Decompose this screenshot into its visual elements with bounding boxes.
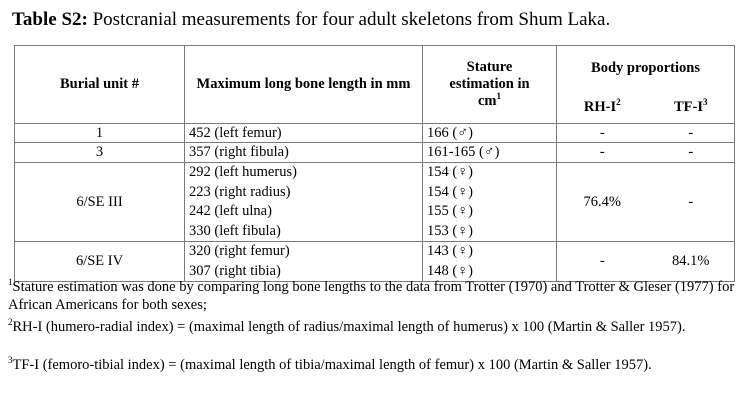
burial-unit-cell: 1 <box>15 124 185 143</box>
header-tf-label: TF-I <box>674 98 703 115</box>
measurements-table <box>14 45 735 282</box>
header-stature-line1: Stature <box>466 59 513 75</box>
footnote-text: TF-I (femoro-tibial index) = (maximal length of tibia/maximal length of femur) x 100 (Martin & Saller 1957). <box>12 357 652 373</box>
table-caption: Postcranial measurements for four adult skeletons from Shum Laka. <box>92 9 611 30</box>
bone-length-line: 307 (right tibia) <box>189 262 281 279</box>
header-body-proportions: Body proportions <box>557 46 735 92</box>
bone-length-cell <box>185 163 423 242</box>
footnote-2 <box>8 319 743 337</box>
stature-line: 143 (♀) <box>427 243 473 259</box>
rh-index-cell: - <box>557 124 648 143</box>
tf-index-cell: 84.1% <box>648 242 735 282</box>
header-tf-sup: 3 <box>703 96 708 107</box>
footnote-marker: 1 <box>8 277 13 288</box>
stature-cell: 166 (♂) <box>423 124 557 143</box>
bone-length-cell: 452 (left femur) <box>185 124 423 143</box>
burial-unit-cell: 3 <box>15 143 185 163</box>
header-burial-unit: Burial unit # <box>15 46 185 124</box>
burial-unit-cell: 6/SE IV <box>15 242 185 282</box>
rh-index-cell: - <box>557 242 648 282</box>
stature-line: 155 (♀) <box>427 203 473 219</box>
stature-cell: 161-165 (♂) <box>423 143 557 163</box>
table-row <box>15 242 735 282</box>
bone-length-cell: 357 (right fibula) <box>185 143 423 163</box>
bone-length-line: 330 (left fibula) <box>189 222 281 239</box>
header-stature <box>423 46 557 124</box>
header-stature-line2: estimation in <box>449 76 530 92</box>
bone-length-line: 242 (left ulna) <box>189 203 272 219</box>
stature-line: 154 (♀) <box>427 183 473 200</box>
header-rh-label: RH-I <box>583 98 617 115</box>
stature-line: 153 (♀) <box>427 222 473 239</box>
burial-unit-cell: 6/SE III <box>15 163 185 242</box>
footnote-marker: 2 <box>8 317 13 328</box>
tf-index-cell: - <box>648 143 735 163</box>
table-title <box>12 7 610 33</box>
header-row <box>15 46 735 92</box>
header-rh-index <box>557 92 648 124</box>
table-row <box>15 143 735 163</box>
table-row <box>15 163 735 242</box>
header-rh-sup: 2 <box>616 96 621 107</box>
bone-length-line: 292 (left humerus) <box>189 164 297 180</box>
table-label: Table S2: <box>12 9 88 30</box>
stature-line: 148 (♀) <box>427 262 473 279</box>
header-bone-length: Maximum long bone length in mm <box>185 46 423 124</box>
bone-length-line: 223 (right radius) <box>189 183 291 200</box>
footnote-text: Stature estimation was done by comparing long bone lengths to the data from Trotter (1970) and Trotter & Gleser (1977) for African Americans for both sexes; <box>8 279 735 313</box>
bone-length-cell <box>185 242 423 282</box>
stature-cell <box>423 163 557 242</box>
rh-index-cell: 76.4% <box>557 163 648 242</box>
stature-cell <box>423 242 557 282</box>
header-tf-index <box>648 92 735 124</box>
rh-index-cell: - <box>557 143 648 163</box>
tf-index-cell: - <box>648 124 735 143</box>
header-stature-sup: 1 <box>496 91 501 102</box>
bone-length-line: 320 (right femur) <box>189 243 290 259</box>
tf-index-cell: - <box>648 163 735 242</box>
header-stature-line3: cm <box>477 93 497 109</box>
footnote-text: RH-I (humero-radial index) = (maximal length of radius/maximal length of humerus) x 100 (Martin & Saller 1957). <box>12 319 686 335</box>
footnote-marker: 3 <box>8 355 13 366</box>
stature-line: 154 (♀) <box>427 164 473 180</box>
footnote-3 <box>8 357 743 375</box>
footnote-1 <box>8 279 743 314</box>
table-row <box>15 124 735 143</box>
